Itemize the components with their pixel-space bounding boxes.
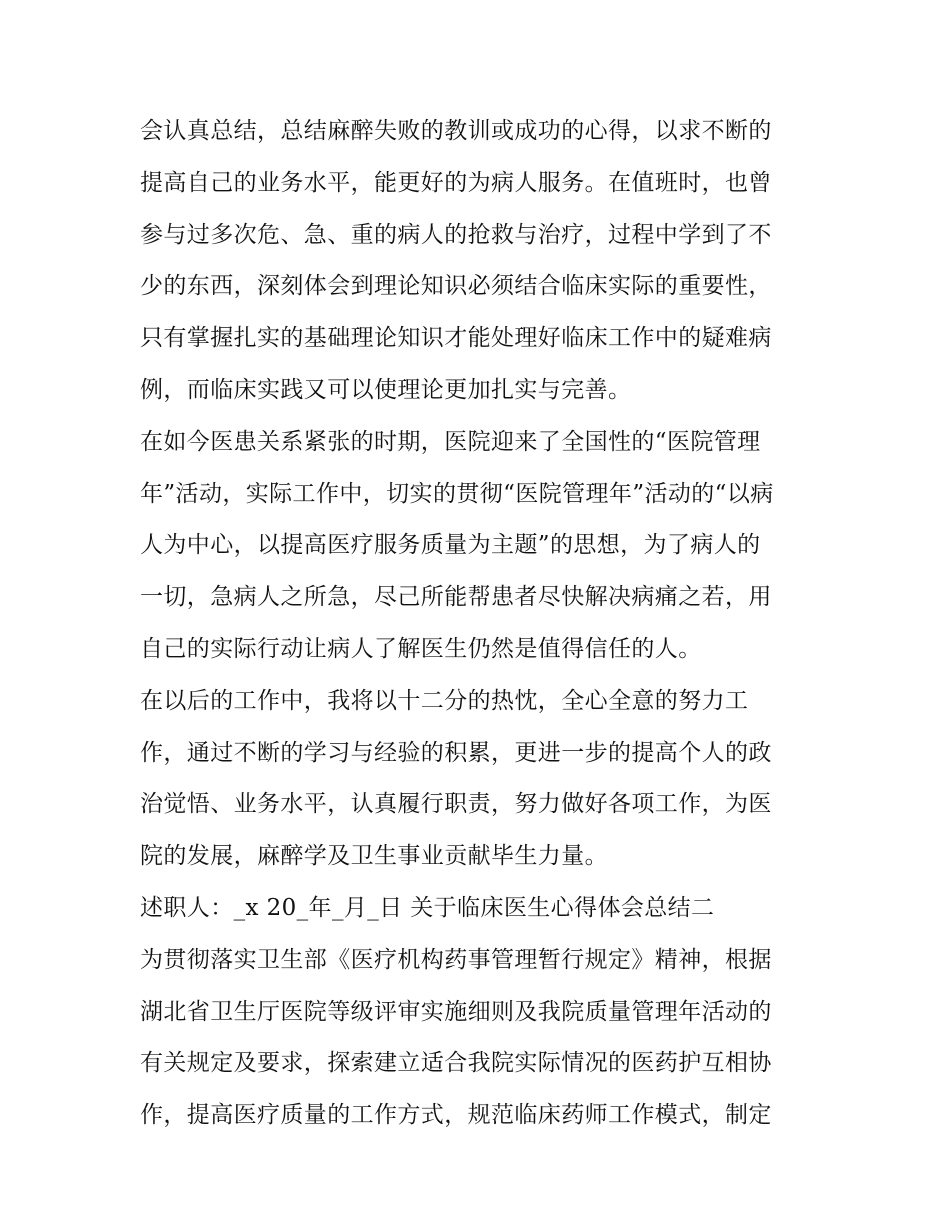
text-line: 有关规定及要求，探索建立适合我院实际情况的医药护互相协 xyxy=(140,1050,772,1077)
text-line: 作，提高医疗质量的工作方式，规范临床药师工作模式，制定 xyxy=(140,1102,772,1129)
text-line: 自己的实际行动让病人了解医生仍然是值得信任的人。 xyxy=(140,635,702,662)
text-line: 为贯彻落实卫生部《医疗机构药事管理暂行规定》精神，根据 xyxy=(140,946,772,973)
document-body xyxy=(140,106,820,1142)
text-line: 提高自己的业务水平，能更好的为病人服务。在值班时，也曾 xyxy=(140,169,772,196)
text-line: 作，通过不断的学习与经验的积累，更进一步的提高个人的政 xyxy=(140,739,772,766)
text-line: 湖北省卫生厅医院等级评审实施细则及我院质量管理年活动的 xyxy=(140,998,772,1025)
text-line: 治觉悟、业务水平，认真履行职责，努力做好各项工作，为医 xyxy=(140,791,772,818)
signature-line: 述职人：_x 20_年_月_日 关于临床医生心得体会总结二 xyxy=(140,894,715,921)
text-line: 一切，急病人之所急，尽己所能帮患者尽快解决病痛之若，用 xyxy=(140,584,772,611)
text-line: 会认真总结，总结麻醉失败的教训或成功的心得，以求不断的 xyxy=(140,118,772,144)
text-line: 在如今医患关系紧张的时期，医院迎来了全国性的“医院管理 xyxy=(140,428,761,455)
text-line: 参与过多次危、急、重的病人的抢救与治疗，过程中学到了不 xyxy=(140,221,772,248)
text-line: 只有掌握扎实的基础理论知识才能处理好临床工作中的疑难病 xyxy=(140,325,772,352)
text-line: 年”活动，实际工作中，切实的贯彻“医院管理年”活动的“以病 xyxy=(140,480,774,507)
text-line: 少的东西，深刻体会到理论知识必须结合临床实际的重要性， xyxy=(140,273,772,300)
text-line: 例，而临床实践又可以使理论更加扎实与完善。 xyxy=(140,376,632,403)
text-line: 人为中心，以提高医疗服务质量为主题”的思想，为了病人的 xyxy=(140,532,761,559)
text-line: 院的发展，麻醉学及卫生事业贡献毕生力量。 xyxy=(140,843,608,870)
text-line: 在以后的工作中，我将以十二分的热忱，全心全意的努力工 xyxy=(140,687,749,714)
